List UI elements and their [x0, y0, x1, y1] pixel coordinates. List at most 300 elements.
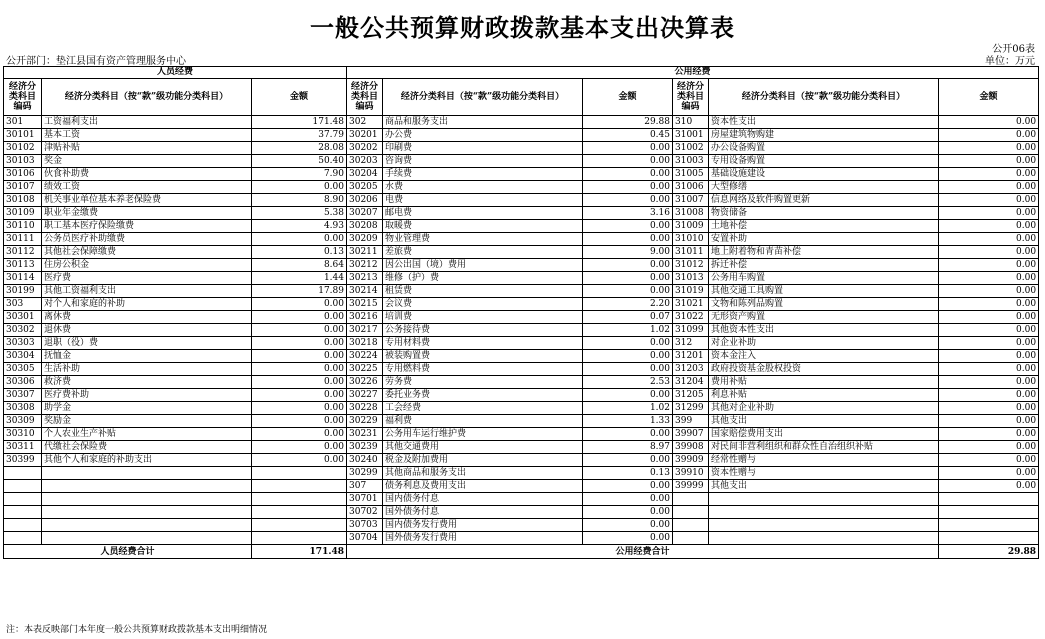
personnel-name-cell: 基本工资: [42, 129, 252, 142]
table-row: [4, 298, 1039, 311]
public-a-code-cell: 30204: [347, 168, 383, 181]
personnel-code-cell: 30102: [4, 142, 42, 155]
personnel-name-cell: 机关事业单位基本养老保险费: [42, 194, 252, 207]
public-a-name-cell: 国内债务付息: [383, 493, 583, 506]
personnel-amount-cell: 0.00: [252, 350, 347, 363]
col-name-header: 经济分类科目（按“款”级功能分类科目）: [383, 79, 583, 116]
table-row: [4, 194, 1039, 207]
personnel-code-cell: 30106: [4, 168, 42, 181]
personnel-name-cell: 其他社会保障缴费: [42, 246, 252, 259]
personnel-code-cell: 30109: [4, 207, 42, 220]
personnel-name-cell: 其他个人和家庭的补助支出: [42, 454, 252, 467]
personnel-amount-cell: 0.00: [252, 454, 347, 467]
public-b-name-cell: [709, 506, 939, 519]
public-total-value: 29.88: [939, 545, 1039, 559]
personnel-code-cell: [4, 532, 42, 545]
public-b-amount-cell: [939, 493, 1039, 506]
expenditure-table: [3, 66, 1039, 559]
public-a-code-cell: 30215: [347, 298, 383, 311]
public-a-name-cell: 培训费: [383, 311, 583, 324]
public-a-code-cell: 30231: [347, 428, 383, 441]
public-a-name-cell: 会议费: [383, 298, 583, 311]
public-a-code-cell: 30205: [347, 181, 383, 194]
personnel-code-cell: 30308: [4, 402, 42, 415]
col-code-header: 经济分类科目编码: [673, 79, 709, 116]
table-row: [4, 324, 1039, 337]
public-b-code-cell: 31203: [673, 363, 709, 376]
public-b-amount-cell: 0.00: [939, 259, 1039, 272]
public-b-name-cell: 其他支出: [709, 480, 939, 493]
public-a-name-cell: 专用材料费: [383, 337, 583, 350]
public-a-amount-cell: 1.02: [583, 402, 673, 415]
public-b-amount-cell: 0.00: [939, 220, 1039, 233]
personnel-amount-cell: 0.00: [252, 402, 347, 415]
public-a-code-cell: 30218: [347, 337, 383, 350]
public-a-amount-cell: 0.00: [583, 337, 673, 350]
public-a-amount-cell: 0.07: [583, 311, 673, 324]
public-a-amount-cell: 29.88: [583, 116, 673, 129]
table-row: [4, 467, 1039, 480]
public-b-amount-cell: 0.00: [939, 207, 1039, 220]
public-a-amount-cell: 0.00: [583, 155, 673, 168]
public-a-amount-cell: 0.00: [583, 493, 673, 506]
table-row: [4, 116, 1039, 129]
public-b-code-cell: 39909: [673, 454, 709, 467]
table-row: [4, 402, 1039, 415]
public-total-label: 公用经费合计: [347, 545, 939, 559]
public-a-name-cell: 电费: [383, 194, 583, 207]
public-b-amount-cell: 0.00: [939, 142, 1039, 155]
public-b-code-cell: 399: [673, 415, 709, 428]
unit-label: 单位：万元: [985, 56, 1035, 67]
personnel-code-cell: 30103: [4, 155, 42, 168]
col-amount-header: 金额: [252, 79, 347, 116]
col-code-header: 经济分类科目编码: [4, 79, 42, 116]
table-row: [4, 532, 1039, 545]
personnel-code-cell: 30107: [4, 181, 42, 194]
personnel-code-cell: 30101: [4, 129, 42, 142]
personnel-code-cell: 303: [4, 298, 42, 311]
personnel-code-cell: 30199: [4, 285, 42, 298]
public-a-name-cell: 税金及附加费用: [383, 454, 583, 467]
public-b-code-cell: 39999: [673, 480, 709, 493]
personnel-amount-cell: [252, 532, 347, 545]
public-a-name-cell: 邮电费: [383, 207, 583, 220]
public-b-name-cell: 信息网络及软件购置更新: [709, 194, 939, 207]
public-a-code-cell: 30702: [347, 506, 383, 519]
public-b-name-cell: 大型修缮: [709, 181, 939, 194]
table-row: [4, 493, 1039, 506]
public-b-name-cell: 资本性赠与: [709, 467, 939, 480]
table-row: [4, 428, 1039, 441]
personnel-amount-cell: 0.00: [252, 311, 347, 324]
public-a-name-cell: 印刷费: [383, 142, 583, 155]
personnel-amount-cell: 0.00: [252, 298, 347, 311]
personnel-name-cell: 个人农业生产补贴: [42, 428, 252, 441]
public-b-code-cell: 31006: [673, 181, 709, 194]
public-a-name-cell: 维修（护）费: [383, 272, 583, 285]
public-a-amount-cell: 0.00: [583, 389, 673, 402]
public-b-name-cell: 对民间非营利组织和群众性自治组织补贴: [709, 441, 939, 454]
personnel-amount-cell: 0.00: [252, 337, 347, 350]
public-a-code-cell: 30228: [347, 402, 383, 415]
public-a-code-cell: 30208: [347, 220, 383, 233]
personnel-amount-cell: [252, 519, 347, 532]
public-b-amount-cell: 0.00: [939, 441, 1039, 454]
public-b-name-cell: 物资储备: [709, 207, 939, 220]
public-b-amount-cell: 0.00: [939, 246, 1039, 259]
public-a-amount-cell: 0.00: [583, 259, 673, 272]
personnel-code-cell: [4, 467, 42, 480]
public-b-name-cell: [709, 532, 939, 545]
public-a-code-cell: 30299: [347, 467, 383, 480]
public-a-code-cell: 30212: [347, 259, 383, 272]
public-a-name-cell: 取暖费: [383, 220, 583, 233]
table-row: [4, 259, 1039, 272]
table-row: [4, 285, 1039, 298]
personnel-code-cell: 30110: [4, 220, 42, 233]
public-b-amount-cell: 0.00: [939, 402, 1039, 415]
public-b-amount-cell: 0.00: [939, 363, 1039, 376]
personnel-amount-cell: 8.64: [252, 259, 347, 272]
personnel-amount-cell: 28.08: [252, 142, 347, 155]
table-row: [4, 376, 1039, 389]
public-b-code-cell: [673, 493, 709, 506]
department-label: 公开部门：垫江县国有资产管理服务中心: [6, 56, 186, 67]
public-b-name-cell: [709, 493, 939, 506]
table-row: [4, 155, 1039, 168]
public-a-amount-cell: 0.00: [583, 363, 673, 376]
public-b-amount-cell: 0.00: [939, 298, 1039, 311]
public-b-name-cell: 国家赔偿费用支出: [709, 428, 939, 441]
public-b-code-cell: 31005: [673, 168, 709, 181]
personnel-amount-cell: 171.48: [252, 116, 347, 129]
public-a-code-cell: 30224: [347, 350, 383, 363]
public-b-name-cell: 其他对企业补助: [709, 402, 939, 415]
personnel-code-cell: 30302: [4, 324, 42, 337]
public-a-name-cell: 被装购置费: [383, 350, 583, 363]
public-b-name-cell: 其他交通工具购置: [709, 285, 939, 298]
public-a-code-cell: 30240: [347, 454, 383, 467]
public-a-code-cell: 30225: [347, 363, 383, 376]
public-a-code-cell: 30207: [347, 207, 383, 220]
public-b-name-cell: 其他支出: [709, 415, 939, 428]
personnel-amount-cell: 7.90: [252, 168, 347, 181]
public-a-name-cell: 公务接待费: [383, 324, 583, 337]
personnel-name-cell: 绩效工资: [42, 181, 252, 194]
public-a-amount-cell: 0.00: [583, 428, 673, 441]
personnel-amount-cell: 0.00: [252, 376, 347, 389]
public-b-amount-cell: 0.00: [939, 116, 1039, 129]
public-a-amount-cell: 0.00: [583, 350, 673, 363]
col-code-header: 经济分类科目编码: [347, 79, 383, 116]
public-a-name-cell: 其他交通费用: [383, 441, 583, 454]
public-a-code-cell: 30229: [347, 415, 383, 428]
personnel-name-cell: 退职（役）费: [42, 337, 252, 350]
personnel-code-cell: 30311: [4, 441, 42, 454]
personnel-name-cell: 离休费: [42, 311, 252, 324]
public-a-code-cell: 30701: [347, 493, 383, 506]
public-b-code-cell: 39910: [673, 467, 709, 480]
public-a-code-cell: 30703: [347, 519, 383, 532]
personnel-name-cell: 其他工资福利支出: [42, 285, 252, 298]
public-b-amount-cell: 0.00: [939, 350, 1039, 363]
public-b-amount-cell: 0.00: [939, 467, 1039, 480]
table-row: [4, 454, 1039, 467]
public-b-code-cell: [673, 506, 709, 519]
public-b-code-cell: 310: [673, 116, 709, 129]
public-b-name-cell: 办公设备购置: [709, 142, 939, 155]
public-a-amount-cell: 0.00: [583, 168, 673, 181]
personnel-name-cell: [42, 519, 252, 532]
public-a-amount-cell: 0.00: [583, 506, 673, 519]
public-b-code-cell: [673, 532, 709, 545]
public-b-name-cell: 其他资本性支出: [709, 324, 939, 337]
personnel-code-cell: 30310: [4, 428, 42, 441]
public-a-amount-cell: 0.00: [583, 519, 673, 532]
col-amount-header: 金额: [583, 79, 673, 116]
personnel-name-cell: 职工基本医疗保险缴费: [42, 220, 252, 233]
personnel-amount-cell: 0.00: [252, 363, 347, 376]
personnel-total-label: 人员经费合计: [4, 545, 252, 559]
table-row: [4, 246, 1039, 259]
personnel-code-cell: 30114: [4, 272, 42, 285]
personnel-name-cell: [42, 493, 252, 506]
personnel-name-cell: [42, 506, 252, 519]
public-b-name-cell: 政府投资基金股权投资: [709, 363, 939, 376]
personnel-name-cell: 津贴补贴: [42, 142, 252, 155]
public-b-code-cell: 31099: [673, 324, 709, 337]
personnel-name-cell: 代缴社会保险费: [42, 441, 252, 454]
personnel-code-cell: [4, 493, 42, 506]
public-a-amount-cell: 0.00: [583, 285, 673, 298]
public-b-amount-cell: 0.00: [939, 454, 1039, 467]
public-a-code-cell: 30214: [347, 285, 383, 298]
public-b-code-cell: 31022: [673, 311, 709, 324]
public-a-code-cell: 302: [347, 116, 383, 129]
personnel-amount-cell: 1.44: [252, 272, 347, 285]
public-a-name-cell: 差旅费: [383, 246, 583, 259]
public-a-code-cell: 30206: [347, 194, 383, 207]
personnel-name-cell: [42, 532, 252, 545]
personnel-amount-cell: [252, 480, 347, 493]
public-b-amount-cell: 0.00: [939, 155, 1039, 168]
personnel-amount-cell: 0.00: [252, 389, 347, 402]
public-a-amount-cell: 0.00: [583, 454, 673, 467]
table-row: [4, 363, 1039, 376]
public-a-name-cell: 国外债务付息: [383, 506, 583, 519]
public-a-code-cell: 30227: [347, 389, 383, 402]
public-b-code-cell: 31007: [673, 194, 709, 207]
table-row: [4, 233, 1039, 246]
public-b-amount-cell: 0.00: [939, 194, 1039, 207]
public-a-amount-cell: 0.00: [583, 181, 673, 194]
personnel-code-cell: 30112: [4, 246, 42, 259]
public-b-name-cell: 土地补偿: [709, 220, 939, 233]
public-b-name-cell: 资本金注入: [709, 350, 939, 363]
personnel-code-cell: 30306: [4, 376, 42, 389]
public-a-amount-cell: 0.13: [583, 467, 673, 480]
table-row: [4, 389, 1039, 402]
personnel-amount-cell: 0.13: [252, 246, 347, 259]
public-a-name-cell: 工会经费: [383, 402, 583, 415]
personnel-name-cell: 奖金: [42, 155, 252, 168]
personnel-code-cell: [4, 506, 42, 519]
personnel-amount-cell: [252, 506, 347, 519]
table-row: [4, 441, 1039, 454]
public-a-code-cell: 30202: [347, 142, 383, 155]
public-a-name-cell: 商品和服务支出: [383, 116, 583, 129]
public-b-name-cell: 文物和陈列品购置: [709, 298, 939, 311]
public-a-amount-cell: 1.02: [583, 324, 673, 337]
public-a-amount-cell: 0.00: [583, 220, 673, 233]
table-row: [4, 129, 1039, 142]
personnel-code-cell: [4, 519, 42, 532]
public-b-code-cell: 31011: [673, 246, 709, 259]
personnel-amount-cell: [252, 493, 347, 506]
public-b-code-cell: 31021: [673, 298, 709, 311]
public-section-header: 公用经费: [347, 67, 1039, 79]
public-b-name-cell: 拆迁补偿: [709, 259, 939, 272]
public-a-name-cell: 国内债务发行费用: [383, 519, 583, 532]
personnel-code-cell: 30305: [4, 363, 42, 376]
personnel-code-cell: 30301: [4, 311, 42, 324]
public-b-code-cell: 31008: [673, 207, 709, 220]
public-b-code-cell: 31019: [673, 285, 709, 298]
public-a-code-cell: 30203: [347, 155, 383, 168]
public-b-code-cell: 31012: [673, 259, 709, 272]
public-b-amount-cell: [939, 519, 1039, 532]
personnel-name-cell: 生活补助: [42, 363, 252, 376]
personnel-amount-cell: 0.00: [252, 324, 347, 337]
public-a-name-cell: 办公费: [383, 129, 583, 142]
public-b-amount-cell: 0.00: [939, 285, 1039, 298]
personnel-name-cell: 奖励金: [42, 415, 252, 428]
personnel-name-cell: 助学金: [42, 402, 252, 415]
public-a-code-cell: 307: [347, 480, 383, 493]
personnel-name-cell: 医疗费: [42, 272, 252, 285]
public-a-name-cell: 专用燃料费: [383, 363, 583, 376]
table-row: [4, 506, 1039, 519]
personnel-name-cell: 医疗费补助: [42, 389, 252, 402]
public-a-name-cell: 手续费: [383, 168, 583, 181]
personnel-code-cell: 30111: [4, 233, 42, 246]
public-a-code-cell: 30239: [347, 441, 383, 454]
public-b-code-cell: 31002: [673, 142, 709, 155]
personnel-code-cell: 30309: [4, 415, 42, 428]
personnel-name-cell: [42, 480, 252, 493]
table-row: [4, 519, 1039, 532]
public-a-amount-cell: 0.00: [583, 142, 673, 155]
public-b-name-cell: 基础设施建设: [709, 168, 939, 181]
table-row: [4, 480, 1039, 493]
public-b-name-cell: 地上附着物和青苗补偿: [709, 246, 939, 259]
public-b-amount-cell: 0.00: [939, 324, 1039, 337]
personnel-code-cell: 30303: [4, 337, 42, 350]
public-a-code-cell: 30217: [347, 324, 383, 337]
public-b-name-cell: 公务用车购置: [709, 272, 939, 285]
col-name-header: 经济分类科目（按“款”级功能分类科目）: [709, 79, 939, 116]
personnel-name-cell: 工资福利支出: [42, 116, 252, 129]
public-b-amount-cell: 0.00: [939, 337, 1039, 350]
public-a-amount-cell: 0.45: [583, 129, 673, 142]
public-a-name-cell: 劳务费: [383, 376, 583, 389]
personnel-name-cell: 伙食补助费: [42, 168, 252, 181]
public-b-code-cell: 31299: [673, 402, 709, 415]
personnel-code-cell: 301: [4, 116, 42, 129]
personnel-amount-cell: 0.00: [252, 415, 347, 428]
public-b-name-cell: 经常性赠与: [709, 454, 939, 467]
public-a-name-cell: 水费: [383, 181, 583, 194]
public-b-name-cell: 安置补助: [709, 233, 939, 246]
public-a-amount-cell: 2.53: [583, 376, 673, 389]
personnel-amount-cell: 5.38: [252, 207, 347, 220]
personnel-name-cell: 救济费: [42, 376, 252, 389]
public-b-name-cell: 资本性支出: [709, 116, 939, 129]
public-b-name-cell: 房屋建筑物购建: [709, 129, 939, 142]
public-b-amount-cell: 0.00: [939, 311, 1039, 324]
public-a-code-cell: 30209: [347, 233, 383, 246]
public-b-amount-cell: [939, 532, 1039, 545]
public-b-amount-cell: 0.00: [939, 233, 1039, 246]
public-a-name-cell: 国外债务发行费用: [383, 532, 583, 545]
public-b-code-cell: 31003: [673, 155, 709, 168]
table-row: [4, 220, 1039, 233]
personnel-amount-cell: 0.00: [252, 428, 347, 441]
public-b-amount-cell: 0.00: [939, 389, 1039, 402]
public-a-amount-cell: 9.00: [583, 246, 673, 259]
personnel-section-header: 人员经费: [4, 67, 347, 79]
public-a-code-cell: 30201: [347, 129, 383, 142]
table-row: [4, 168, 1039, 181]
public-a-name-cell: 福利费: [383, 415, 583, 428]
personnel-amount-cell: 4.93: [252, 220, 347, 233]
public-a-name-cell: 咨询费: [383, 155, 583, 168]
public-b-code-cell: 31201: [673, 350, 709, 363]
public-a-code-cell: 30226: [347, 376, 383, 389]
personnel-code-cell: 30307: [4, 389, 42, 402]
footnote: 注：本表反映部门本年度一般公共预算财政拨款基本支出明细情况: [6, 625, 268, 635]
table-row: [4, 350, 1039, 363]
public-a-code-cell: 30704: [347, 532, 383, 545]
personnel-amount-cell: 0.00: [252, 233, 347, 246]
personnel-amount-cell: 0.00: [252, 441, 347, 454]
public-b-code-cell: 31204: [673, 376, 709, 389]
public-b-name-cell: 无形资产购置: [709, 311, 939, 324]
personnel-name-cell: 退休费: [42, 324, 252, 337]
public-b-amount-cell: 0.00: [939, 168, 1039, 181]
public-b-amount-cell: 0.00: [939, 428, 1039, 441]
table-row: [4, 415, 1039, 428]
public-b-amount-cell: [939, 506, 1039, 519]
public-b-amount-cell: 0.00: [939, 415, 1039, 428]
table-row: [4, 272, 1039, 285]
personnel-name-cell: 对个人和家庭的补助: [42, 298, 252, 311]
public-b-code-cell: 31010: [673, 233, 709, 246]
personnel-name-cell: [42, 467, 252, 480]
public-b-code-cell: 39908: [673, 441, 709, 454]
public-a-amount-cell: 0.00: [583, 233, 673, 246]
public-a-name-cell: 租赁费: [383, 285, 583, 298]
personnel-code-cell: 30304: [4, 350, 42, 363]
page-title: 一般公共预算财政拨款基本支出决算表: [310, 13, 735, 42]
personnel-amount-cell: 50.40: [252, 155, 347, 168]
public-a-code-cell: 30211: [347, 246, 383, 259]
public-b-code-cell: 39907: [673, 428, 709, 441]
public-a-amount-cell: 0.00: [583, 532, 673, 545]
personnel-amount-cell: [252, 467, 347, 480]
public-a-name-cell: 其他商品和服务支出: [383, 467, 583, 480]
